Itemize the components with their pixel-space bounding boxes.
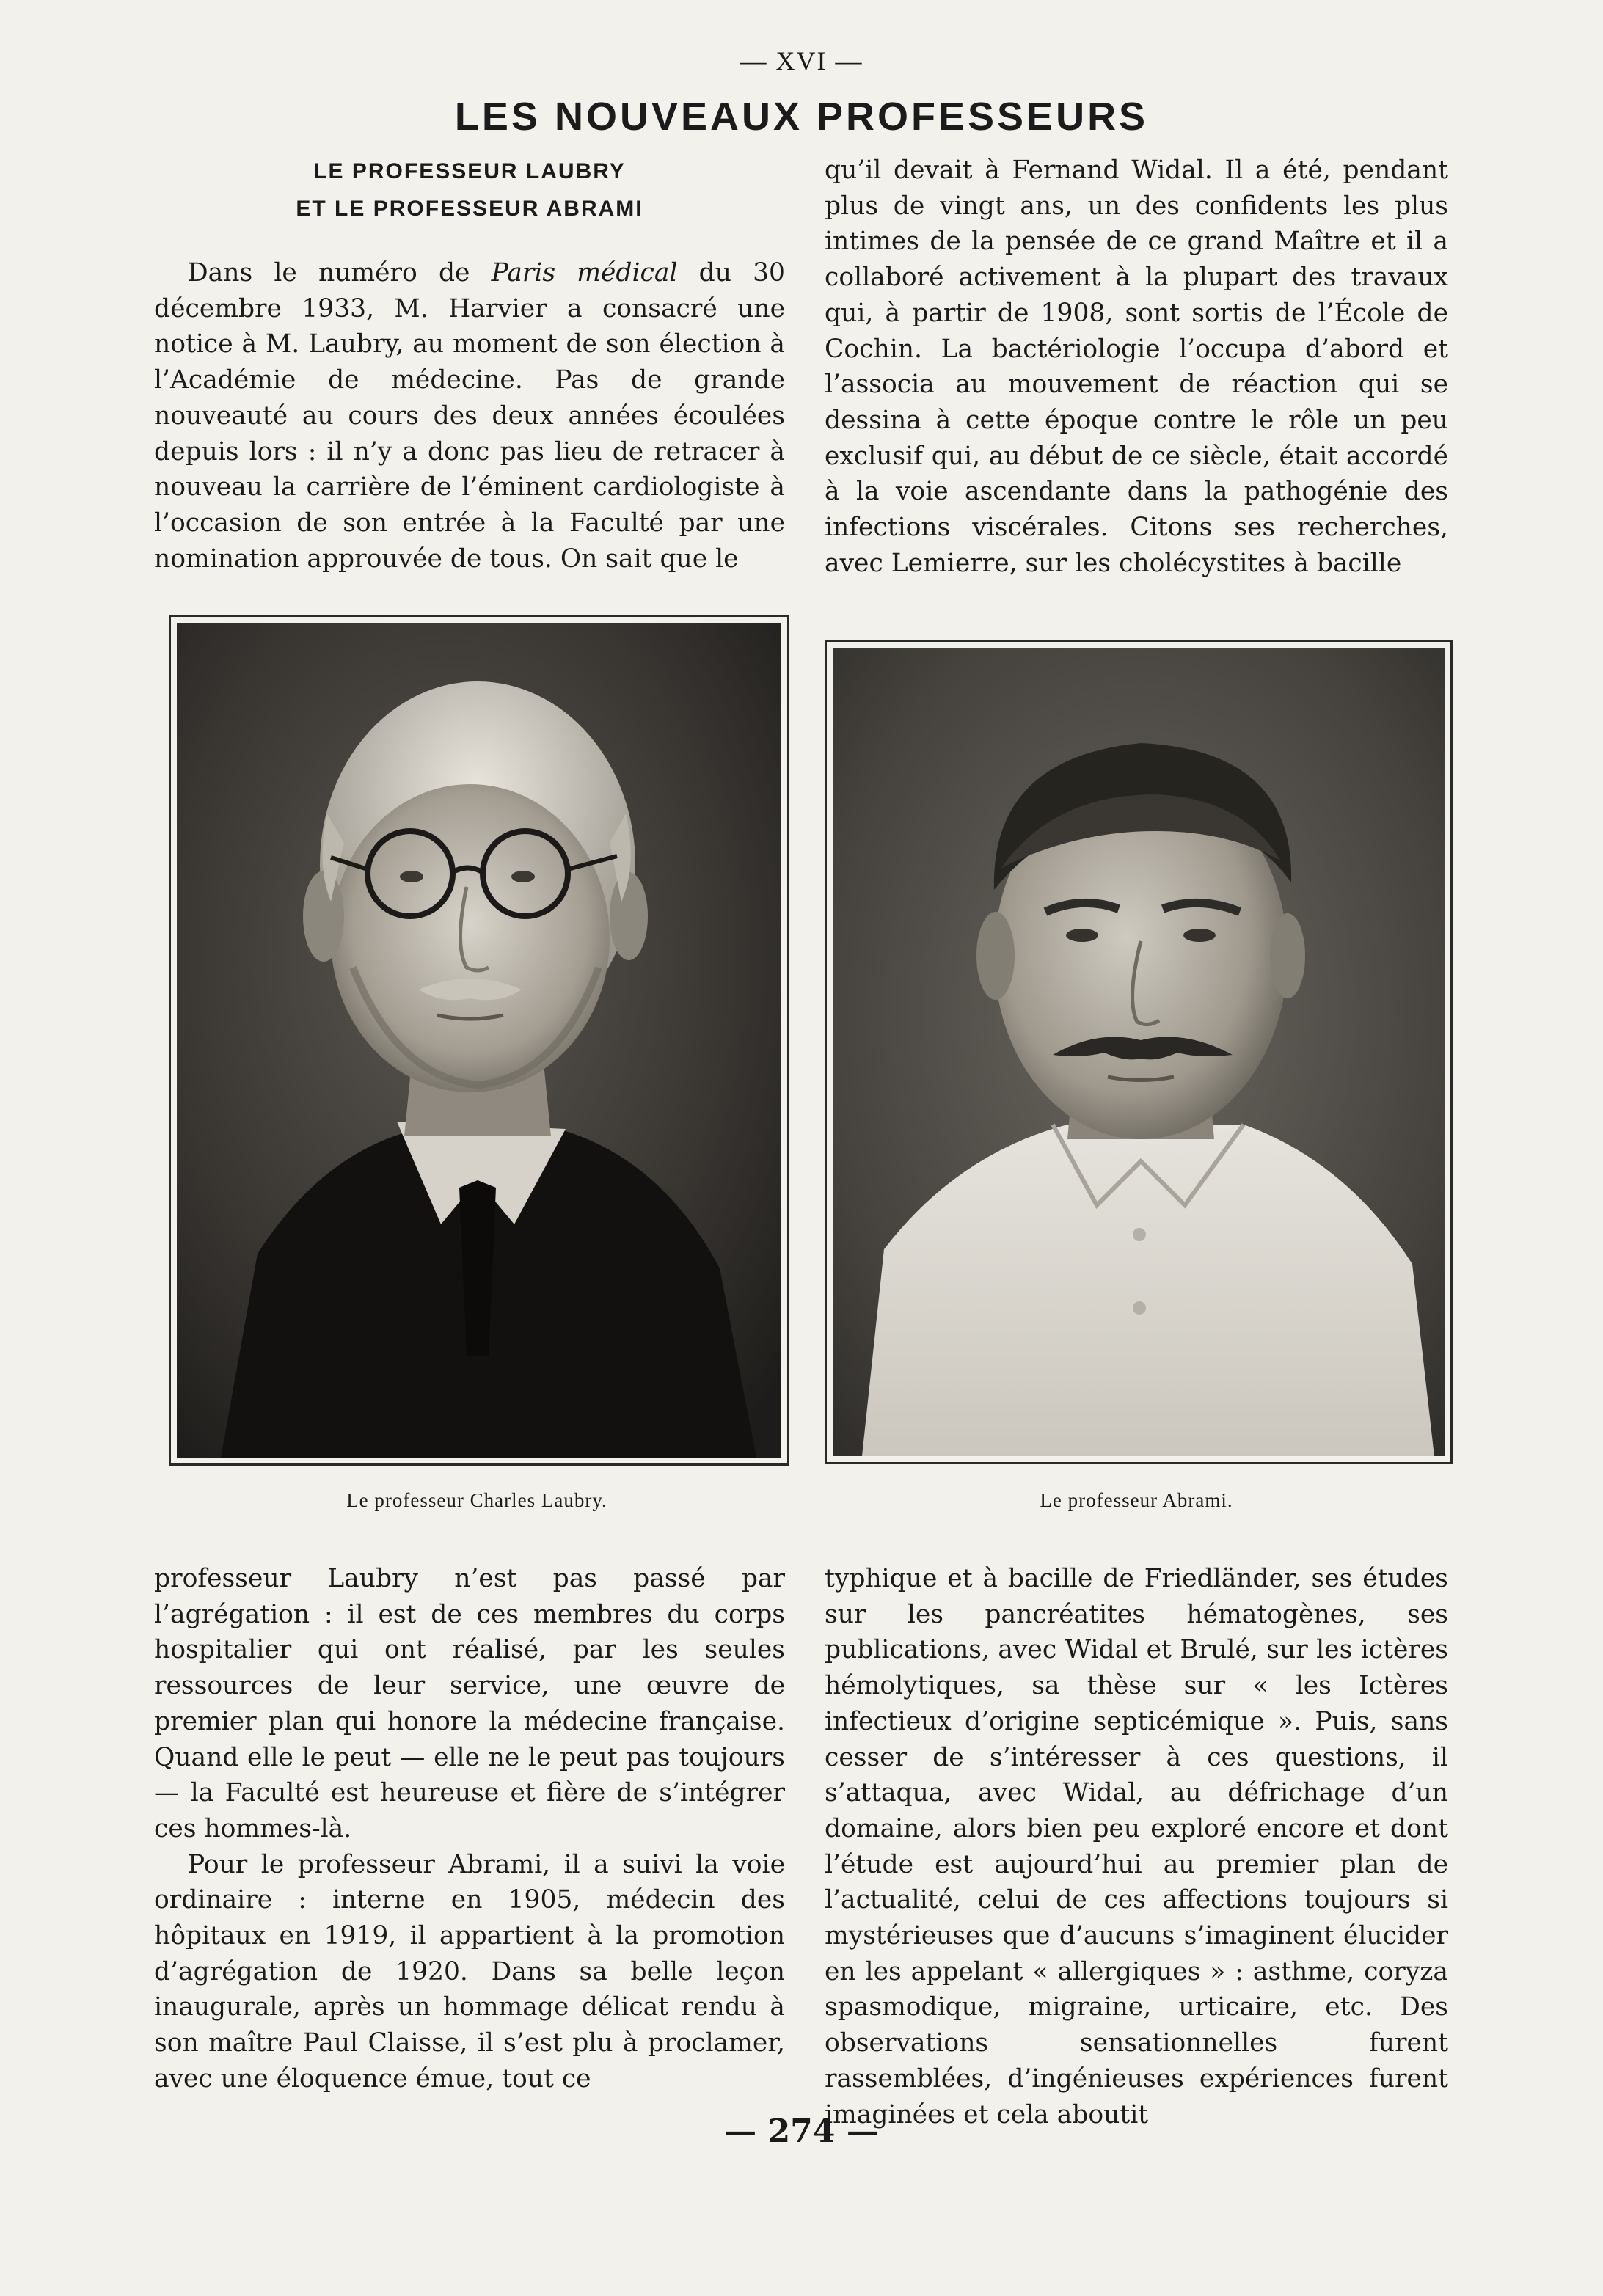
right-column-bottom: typhique et à bacille de Friedländer, ses études sur les pancréatites hématogènes, ses publications, avec Widal et Brulé, sur les ictères hémolytiques, sa thèse sur « les Ictères infectieux d’origine septicémique ». Puis, sans cesser de s’intéresser à ces questions, il s’attaqua, avec Widal, au défrichage d’un domaine, alors bien peu exploré encore et dont l’étude est aujourd’hui au premier plan de l’actualité, celui de ces affections toujours si mystérieuses que d’aucuns s’imaginent élucider en les appelant « allergiques » : asthme, coryza spasmodique, migraine, urticaire, etc. Des observations sensationnelles furent rassemblées, d’ingénieuses expériences furent imaginées et cela aboutit — [825, 1564, 1448, 2129]
abrami-paragraph: Pour le professeur Abrami, il a suivi la voie ordinaire : interne en 1905, médecin des hôpitaux en 1919, il appartient à la promotion d’agrégation de 1920. Dans sa belle leçon inaugurale, après un hommage délicat rendu à son maître Paul Claisse, il s’est plu à proclamer, avec une éloquence émue, tout ce — [154, 1849, 785, 2094]
subhead-laubry: LE PROFESSEUR LAUBRY — [313, 159, 626, 183]
caption-abrami: Le professeur Abrami. — [1040, 1489, 1233, 1511]
caption-laubry: Le professeur Charles Laubry. — [346, 1489, 607, 1511]
portrait-laubry-frame — [169, 615, 789, 1466]
journal-title: Paris médical — [491, 258, 678, 288]
page-title: LES NOUVEAUX PROFESSEURS — [454, 95, 1149, 139]
portrait-abrami — [833, 648, 1445, 1456]
left-column-bottom — [154, 1561, 785, 2097]
laubry-paragraph: professeur Laubry n’est pas passé par l’agrégation : il est de ces membres du corps hospitalier qui ont réalisé, par les seules ressources de leur service, une œuvre de premier plan qui honore la médecine française. Quand elle le peut — elle ne le peut pas toujours — la Faculté est heureuse et fière de s’intégrer ces hommes-là. — [154, 1564, 785, 1843]
intro-paragraph: Dans le numéro de Paris médical du 30 décembre 1933, M. Harvier a consacré une notice à M. Laubry, au moment de son élection à l’Académie de médecine. Pas de grande nouveauté au cours des deux années écoulées depuis lors : il n’y a donc pas lieu de retracer à nouveau la carrière de l’éminent cardiologiste à l’occasion de son entrée à la Faculté par une nomination approuvée de tous. On sait que le — [154, 258, 786, 574]
page-number: — 274 — — [724, 2113, 879, 2150]
roman-folio: — XVI — — [740, 46, 863, 76]
portrait-laubry — [177, 623, 781, 1458]
subhead-abrami: ET LE PROFESSEUR ABRAMI — [296, 197, 643, 221]
right-column-top: qu’il devait à Fernand Widal. Il a été, pendant plus de vingt ans, un des confidents les plus intimes de la pensée de ce grand Maître et il a collaboré activement à la plupart des travaux qui, à partir de 1908, sont sortis de l’École de Cochin. La bactériologie l’occupa d’abord et l’associa au mouvement de réaction qui se dessina à cette époque contre le rôle un peu exclusif qui, au début de ce siècle, était accordé à la voie ascendante dans la pathogénie des infections viscérales. Citons ses recherches, avec Lemierre, sur les cholécystites à bacille — [825, 156, 1448, 578]
portrait-abrami-frame — [825, 640, 1453, 1464]
